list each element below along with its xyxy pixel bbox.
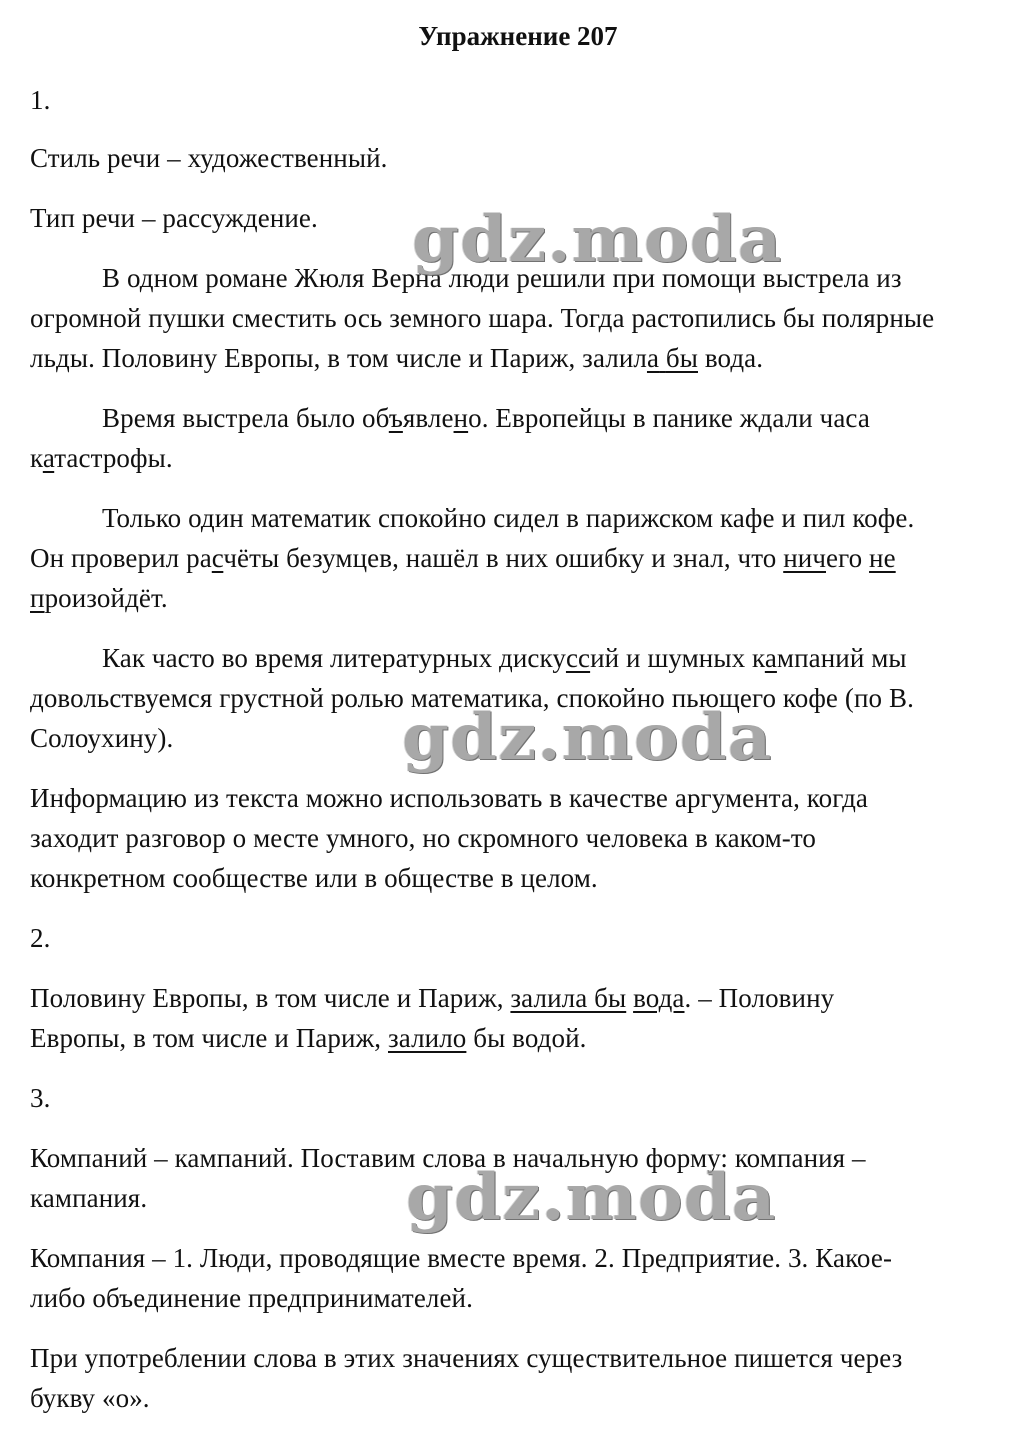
text-line: Только один математик спокойно сидел в парижском кафе и пил кофе.	[102, 503, 915, 533]
underlined-letter: а	[764, 643, 777, 673]
underlined-letter: а	[42, 443, 55, 473]
text-line: Время выстрела было объявлено. Европейцы в панике ждали часа	[102, 403, 870, 433]
underlined-word: вода	[633, 983, 685, 1013]
text-line: Как часто во время литературных дискуссий и шумных кампаний мы	[102, 643, 907, 673]
text-line: Информацию из текста можно использовать в качестве аргумента, когда	[30, 783, 868, 813]
text-line: произойдёт.	[30, 583, 168, 613]
text-line: букву «о».	[30, 1383, 150, 1413]
text-line: заходит разговор о месте умного, но скромного человека в каком-то	[30, 823, 817, 853]
text-line: При употреблении слова в этих значениях существительное пишется через	[30, 1343, 903, 1373]
text-line: Компаний – кампаний. Поставим слова в начальную форму: компания –	[30, 1143, 866, 1173]
text-line: катастрофы.	[30, 443, 173, 473]
speech-style-line: Стиль речи – художественный.	[30, 143, 388, 173]
text-line: Он проверил расчёты безумцев, нашёл в них ошибку и знал, что ничего не	[30, 543, 896, 573]
section-number-3: 3.	[30, 1083, 51, 1113]
underlined-letter: бы	[665, 343, 698, 373]
text-line: Половину Европы, в том числе и Париж, залила бы вода. – Половину	[30, 983, 835, 1013]
underlined-letter: с	[211, 543, 224, 573]
underlined-letter: п	[30, 583, 45, 613]
underlined-letter: нич	[783, 543, 826, 573]
underlined-letter: сс	[565, 643, 591, 673]
section-number-2: 2.	[30, 923, 51, 953]
underlined-letter: ъ	[388, 403, 403, 433]
page-title: Упражнение 207	[418, 21, 618, 51]
text-line: кампания.	[30, 1183, 148, 1213]
text-line: В одном романе Жюля Верна люди решили при помощи выстрела из	[102, 263, 902, 293]
underlined-letter: н	[453, 403, 469, 433]
underlined-word: залила бы	[510, 983, 627, 1013]
watermark: gdz.moda	[406, 1160, 777, 1235]
underlined-letter: а	[646, 343, 660, 373]
text-line: льды. Половину Европы, в том числе и Париж, залила бы вода.	[30, 343, 764, 373]
text-line: либо объединение предпринимателей.	[30, 1283, 473, 1313]
text-line: огромной пушки сместить ось земного шара. Тогда растопились бы полярные	[30, 303, 935, 333]
section-number-1: 1.	[30, 85, 51, 115]
text-line: довольствуемся грустной ролью математика, спокойно пьющего кофе (по В.	[30, 683, 914, 713]
underlined-word: залило	[388, 1023, 467, 1053]
underlined-letter: не	[869, 543, 896, 573]
speech-type-line: Тип речи – рассуждение.	[30, 203, 318, 233]
text-line: Солоухину).	[30, 723, 174, 753]
text-line: конкретном сообществе или в обществе в целом.	[30, 863, 598, 893]
watermark: gdz.moda	[402, 700, 773, 775]
watermark: gdz.moda	[412, 202, 783, 277]
text-line: Европы, в том числе и Париж, залило бы водой.	[30, 1023, 587, 1053]
text-line: Компания – 1. Люди, проводящие вместе время. 2. Предприятие. 3. Какое-	[30, 1243, 893, 1273]
